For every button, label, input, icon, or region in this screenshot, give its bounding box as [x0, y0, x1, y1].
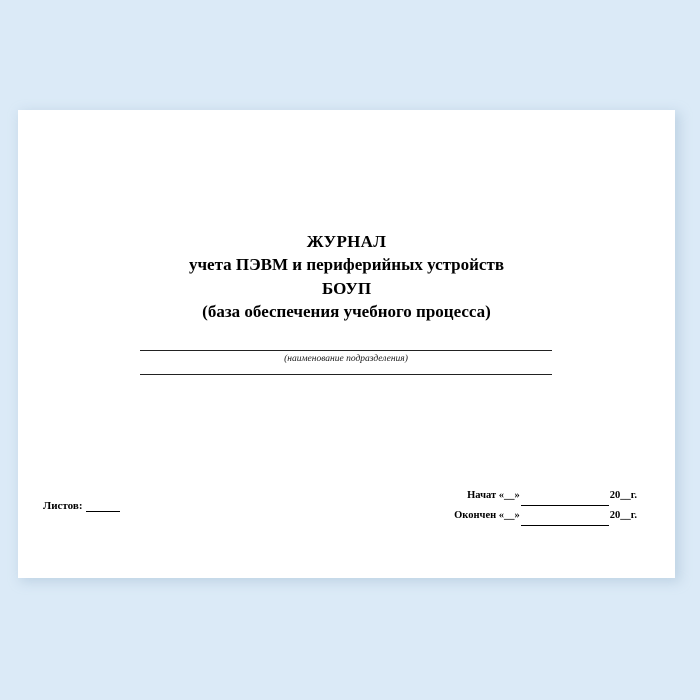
page-title: [18, 230, 675, 324]
started-label: Начат «__»: [467, 490, 520, 501]
sheets-label: Листов:: [43, 500, 83, 512]
finished-year: 20__г.: [609, 509, 637, 521]
subdivision-block: [140, 350, 552, 375]
title-line-2: учета ПЭВМ и периферийных устройств: [188, 255, 505, 275]
subdivision-rule-2: [140, 374, 552, 375]
sheets-count-field: [43, 500, 120, 512]
subdivision-rule-1: [140, 350, 552, 351]
finished-blank: [521, 515, 609, 526]
title-line-3: БОУП: [321, 278, 372, 298]
finished-row: [454, 506, 637, 526]
document-page: [18, 110, 675, 578]
started-row: [454, 486, 637, 506]
title-line-4: (база обеспечения учебного процесса): [202, 302, 491, 322]
subdivision-caption: (наименование подразделения): [284, 354, 408, 364]
finished-label: Окончен «__»: [454, 509, 520, 521]
dates-block: [454, 486, 637, 526]
started-blank: [521, 495, 609, 506]
sheets-blank: [86, 500, 120, 512]
started-year: 20__г.: [609, 490, 637, 501]
title-line-1: ЖУРНАЛ: [306, 232, 387, 251]
